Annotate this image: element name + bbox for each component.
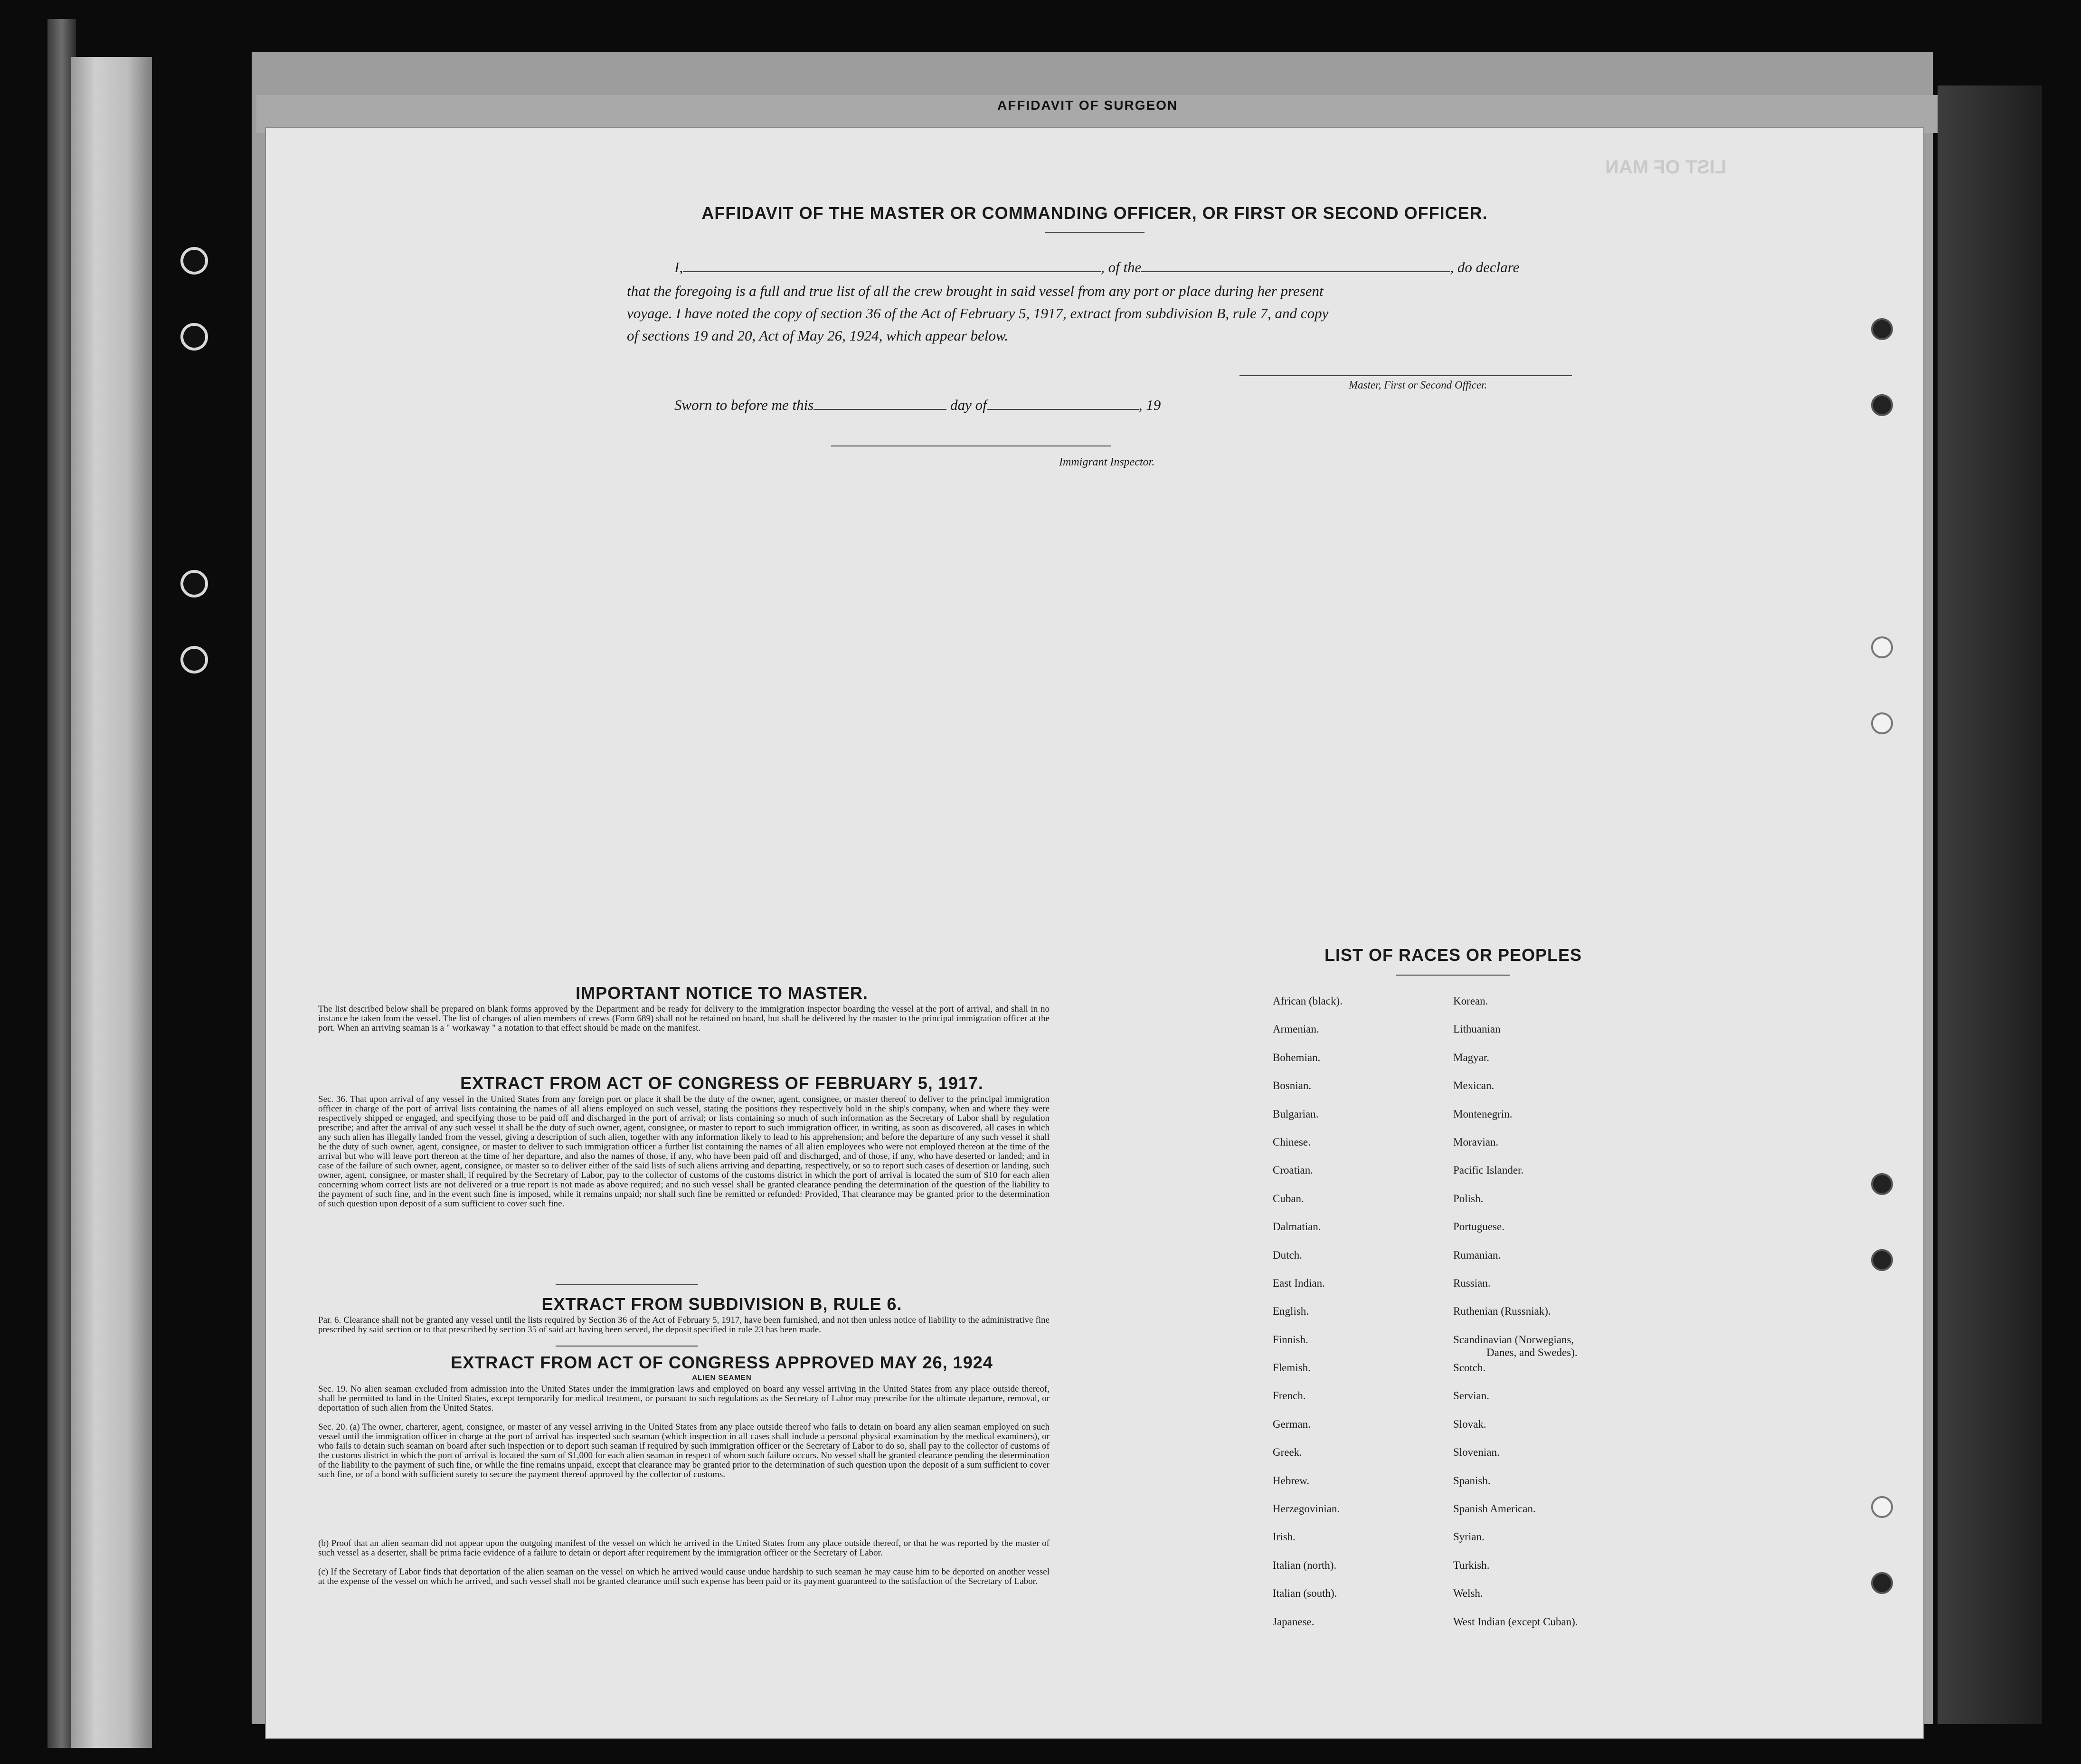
divider bbox=[556, 1346, 698, 1347]
binder-ring bbox=[180, 247, 208, 275]
inspector-caption: Immigrant Inspector. bbox=[1059, 456, 1155, 468]
race-item: Herzegovinian. bbox=[1273, 1503, 1340, 1515]
races-column-1 bbox=[1273, 987, 1343, 1636]
binder-ring bbox=[180, 570, 208, 597]
race-item: Montenegrin. bbox=[1453, 1108, 1513, 1120]
binder-strip bbox=[71, 57, 152, 1748]
extract1-body: Sec. 36. That upon arrival of any vessel in the United States from any foreign port or place it shall be the duty of the owner, agent, consignee, or master thereof to deliver to the principal immigration officer in charge of the port of arrival lists containing the names of all aliens employed on such vessel, stating the positions they respectively hold in the ship's company, when and where they were respectively shipped or engaged, and specifying those to be paid off and discharged in the port of arrival; or lists containing so much of such information as the Secretary of Labor shall by regulation prescribe; and after the arrival of any such vessel it shall be the duty of such owner, agent, consignee, or master to report to such immigration officer, in writing, as soon as discovered, all cases in which any such alien has illegally landed from the vessel, giving a description of such alien, together with any information likely to lead to his apprehension; and before the departure of any such vessel it shall be the duty of such owner, agent, consignee, or master to deliver to such immigration officer a further list containing the names of all alien employees who were not employed thereon at the time of the arrival but who will leave port thereon at the time of her departure, and also the names of those, if any, who have been paid off and discharged, and of those, if any, who have deserted or landed; and in case of the failure of such owner, agent, consignee, or master so to deliver either of the said lists of such aliens arriving and departing, respectively, or so to report such cases of desertion or landing, such owner, agent, consignee, or master shall, if required by the Secretary of Labor, pay to the collector of customs of the customs district in which the port of arrival is located the sum of $10 for each alien concerning whom correct lists are not delivered or a true report is not made as above required; and no such vessel shall be granted clearance pending the determination of the question of the liability to the payment of such fine, and in the event such fine is imposed, while it remains unpaid; nor shall such fine be remitted or refunded: Provided, That clearance may be granted prior to the determination of such question upon deposit of a sum sufficient to cover such fine. bbox=[318, 1094, 1050, 1209]
punch-hole bbox=[1871, 712, 1893, 734]
race-item: Japanese. bbox=[1273, 1615, 1315, 1628]
race-item: Italian (north). bbox=[1273, 1559, 1337, 1571]
race-item: Ruthenian (Russniak). bbox=[1453, 1305, 1551, 1318]
declaration-line-3: voyage. I have noted the copy of section 36 of the Act of February 5, 1917, extract from subdivision B, rule 7, and copy bbox=[627, 305, 1329, 322]
race-item: Finnish. bbox=[1273, 1333, 1308, 1346]
race-item: French. bbox=[1273, 1390, 1306, 1402]
race-item: West Indian (except Cuban). bbox=[1453, 1615, 1578, 1628]
race-item: Irish. bbox=[1273, 1531, 1296, 1543]
day-blank[interactable] bbox=[813, 409, 946, 410]
race-item: Bohemian. bbox=[1273, 1051, 1321, 1063]
bleed-through-text: LIST OF MAN bbox=[1605, 157, 1727, 178]
race-item: Syrian. bbox=[1453, 1531, 1485, 1543]
race-item: Pacific Islander. bbox=[1453, 1164, 1524, 1176]
punch-hole bbox=[1871, 394, 1893, 416]
divider bbox=[1045, 232, 1145, 233]
race-item: Korean. bbox=[1453, 995, 1488, 1007]
extract3-sec20a: Sec. 20. (a) The owner, charterer, agent, consignee, or master of any vessel arriving in the United States from any place outside thereof who fails to detain on board any alien seaman employed on such vessel until the immigration officer in charge at the port of arrival has inspected such seaman (which inspection in all cases shall include a personal physical examination by the medical examiners), or who fails to detain such seaman on board after such inspection or to deport such seaman if required by such immigration officer or the Secretary of Labor to do so, shall pay to the collector of customs of the customs district in which the port of arrival is located the sum of $1,000 for each alien seaman in respect of whom such failure occurs. No vessel shall be granted clearance pending the determination of the liability to the payment of such fine, or while the fine remains unpaid, except that clearance may be granted prior to the determination of such question upon the deposit of a sum sufficient to cover such fine, or of a bond with sufficient surety to secure the payment thereof approved by the collector of customs. bbox=[318, 1422, 1050, 1479]
extract3-sec20c: (c) If the Secretary of Labor finds that deportation of the alien seaman on the vessel on which he arrived would cause undue hardship to such seaman he may cause him to be deported on another vessel at the expense of the vessel on which he arrived, and such vessel shall not be granted clearance until such expense has been paid or its payment guaranteed to the satisfaction of the Secretary of Labor. bbox=[318, 1567, 1050, 1586]
affidavit-title: AFFIDAVIT OF THE MASTER OR COMMANDING OFFICER, OR FIRST OR SECOND OFFICER. bbox=[701, 203, 1488, 223]
underlying-sheet-title: AFFIDAVIT OF SURGEON bbox=[997, 98, 1178, 113]
binder-ring bbox=[180, 646, 208, 673]
notice-title: IMPORTANT NOTICE TO MASTER. bbox=[576, 983, 868, 1003]
race-item: Dutch. bbox=[1273, 1249, 1302, 1261]
race-item: German. bbox=[1273, 1418, 1311, 1430]
vessel-blank[interactable] bbox=[1141, 271, 1450, 272]
sworn-line: Sworn to before me this day of , 19 bbox=[674, 397, 1161, 413]
race-item: Bulgarian. bbox=[1273, 1108, 1319, 1120]
extract2-title: EXTRACT FROM SUBDIVISION B, RULE 6. bbox=[541, 1294, 902, 1314]
declaration-line-1: I, , of the , do declare bbox=[674, 259, 1520, 275]
signature-line[interactable] bbox=[1239, 375, 1572, 376]
divider bbox=[1396, 975, 1510, 976]
race-item: Lithuanian bbox=[1453, 1023, 1501, 1035]
race-item: East Indian. bbox=[1273, 1277, 1325, 1289]
affidavit-page bbox=[266, 128, 1923, 1738]
punch-hole bbox=[1871, 1496, 1893, 1518]
extract3-sec20b: (b) Proof that an alien seaman did not appear upon the outgoing manifest of the vessel on which he arrived in the United States from any place outside thereof, or that he was reported by the master of such vessel as a deserter, shall be prima facie evidence of a failure to detain or deport after requirement by the immigration officer or the Secretary of Labor. bbox=[318, 1538, 1050, 1558]
punch-hole bbox=[1871, 1173, 1893, 1195]
race-item-continuation: Danes, and Swedes). bbox=[1486, 1347, 1578, 1358]
punch-hole bbox=[1871, 318, 1893, 340]
punch-hole bbox=[1871, 1572, 1893, 1594]
race-item: Russian. bbox=[1453, 1277, 1491, 1289]
month-blank[interactable] bbox=[987, 409, 1139, 410]
punch-hole bbox=[1871, 1249, 1893, 1271]
race-item: Armenian. bbox=[1273, 1023, 1319, 1035]
race-item: Dalmatian. bbox=[1273, 1221, 1321, 1233]
extract1-title: EXTRACT FROM ACT OF CONGRESS OF FEBRUARY 5, 1917. bbox=[460, 1073, 984, 1093]
race-item: Servian. bbox=[1453, 1390, 1490, 1402]
race-item: Spanish American. bbox=[1453, 1503, 1536, 1515]
race-item: Croatian. bbox=[1273, 1164, 1313, 1176]
notice-body: The list described below shall be prepared on blank forms approved by the Department and be ready for delivery to the immigration inspector boarding the vessel at the port of arrival, and shall in no instance be taken from the vessel. The list of changes of alien members of crews (Form 689) shall not be retained on board, but shall be delivered by the master to the principal immigration officer at the port. When an arriving seaman is a " workaway " a notation to that effect should be made on the manifest. bbox=[318, 1004, 1050, 1033]
race-item: Chinese. bbox=[1273, 1136, 1311, 1148]
race-item: Welsh. bbox=[1453, 1587, 1483, 1600]
divider bbox=[556, 1284, 698, 1285]
extract3-title: EXTRACT FROM ACT OF CONGRESS APPROVED MAY 26, 1924 bbox=[451, 1353, 993, 1372]
race-item: Portuguese. bbox=[1453, 1221, 1504, 1233]
race-item: Spanish. bbox=[1453, 1474, 1491, 1487]
right-shadow bbox=[1938, 85, 2042, 1724]
race-item: Scotch. bbox=[1453, 1362, 1486, 1374]
race-item: Scandinavian (Norwegians, bbox=[1453, 1333, 1574, 1346]
race-item: English. bbox=[1273, 1305, 1309, 1318]
race-item: Slovak. bbox=[1453, 1418, 1486, 1430]
punch-hole bbox=[1871, 636, 1893, 658]
race-item: Greek. bbox=[1273, 1446, 1302, 1459]
race-item: Magyar. bbox=[1453, 1051, 1490, 1063]
extract2-body: Par. 6. Clearance shall not be granted any vessel until the lists required by Section 36 of the Act of February 5, 1917, have been furnished, and not then unless notice of liability to the administrative fine prescribed by said section or to that prescribed by section 35 of said act having been served, the deposit specified in rule 23 has been made. bbox=[318, 1315, 1050, 1335]
race-item: African (black). bbox=[1273, 995, 1343, 1007]
race-item: Polish. bbox=[1453, 1192, 1484, 1204]
race-item: Flemish. bbox=[1273, 1362, 1311, 1374]
race-item: Italian (south). bbox=[1273, 1587, 1337, 1600]
binder-ring bbox=[180, 323, 208, 351]
races-title: LIST OF RACES OR PEOPLES bbox=[1324, 945, 1582, 965]
race-item: Turkish. bbox=[1453, 1559, 1490, 1571]
declaration-line-4: of sections 19 and 20, Act of May 26, 1924, which appear below. bbox=[627, 327, 1009, 344]
master-caption: Master, First or Second Officer. bbox=[1349, 379, 1487, 391]
race-item: Mexican. bbox=[1453, 1080, 1495, 1092]
race-item: Slovenian. bbox=[1453, 1446, 1500, 1459]
race-item: Cuban. bbox=[1273, 1192, 1304, 1204]
race-item: Bosnian. bbox=[1273, 1080, 1312, 1092]
races-column-2 bbox=[1453, 987, 1578, 1636]
extract3-sec19: Sec. 19. No alien seaman excluded from admission into the United States under the immigration laws and employed on board any vessel arriving in the United States from any place outside thereof, shall be permitted to land in the United States, except temporarily for medical treatment, or pursuant to such regulations as the Secretary of Labor may prescribe for the ultimate departure, removal, or deportation of such alien from the United States. bbox=[318, 1384, 1050, 1413]
race-item: Rumanian. bbox=[1453, 1249, 1501, 1261]
race-item: Hebrew. bbox=[1273, 1474, 1310, 1487]
declaration-line-2: that the foregoing is a full and true list of all the crew brought in said vessel from any port or place during her present bbox=[627, 283, 1324, 299]
race-item: Moravian. bbox=[1453, 1136, 1499, 1148]
name-blank[interactable] bbox=[683, 271, 1101, 272]
extract3-subtitle: ALIEN SEAMEN bbox=[692, 1374, 752, 1382]
